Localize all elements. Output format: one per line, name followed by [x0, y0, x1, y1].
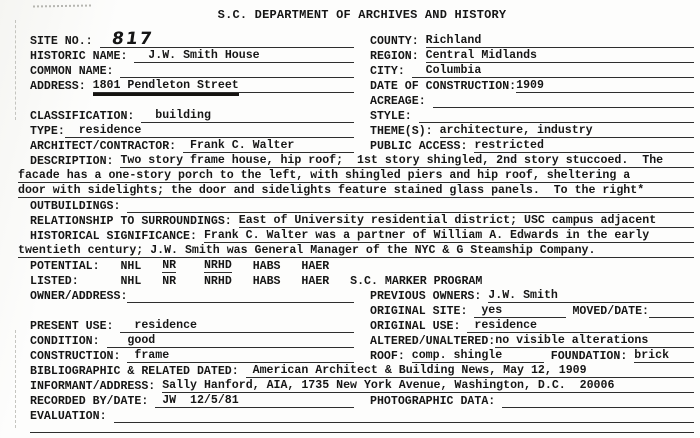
left-column-cell [30, 29, 370, 49]
historic-name-label: HISTORIC NAME: [30, 50, 135, 63]
listed-nrhd: NRHD [203, 275, 232, 288]
evaluation-label: EVALUATION: [30, 410, 114, 423]
listed-label: LISTED: [30, 275, 121, 288]
public-access-label: PUBLIC ACCESS: [370, 140, 475, 153]
present-use-label: PRESENT USE: [30, 320, 121, 333]
city-label: CITY: [370, 65, 412, 78]
row-description-1 [30, 153, 694, 168]
left-column-cell [30, 290, 370, 303]
region-value: Central Midlands [426, 49, 694, 63]
photographic-data-label: PHOTOGRAPHIC DATA: [370, 395, 503, 408]
potential-nrhd: NRHD [203, 259, 232, 272]
column-cell [18, 244, 694, 258]
row-classification-style [30, 108, 694, 123]
left-column-cell [30, 139, 370, 153]
spacer [176, 275, 204, 288]
outbuildings-label: OUTBUILDINGS: [30, 200, 128, 213]
roof-value: comp. shingle [412, 349, 544, 363]
left-column-cell [30, 65, 370, 78]
surroundings-label: RELATIONSHIP TO SURROUNDINGS: [30, 215, 239, 228]
row-surroundings [30, 213, 694, 228]
informant-label: INFORMANT/ADDRESS: [30, 380, 163, 393]
row-acreage [30, 93, 694, 108]
site-no-value [100, 29, 354, 49]
classification-label: CLASSIFICATION: [30, 110, 142, 123]
altered-label: ALTERED/UNALTERED: [370, 335, 496, 348]
row-use [30, 318, 694, 333]
column-cell [370, 49, 694, 63]
left-column-cell [30, 319, 370, 333]
common-name-value [120, 77, 354, 78]
photographic-data-value [502, 407, 694, 408]
left-column-cell [30, 334, 370, 348]
architect-value: Frank C. Walter [183, 139, 354, 153]
public-access-value: restricted [474, 139, 694, 153]
original-site-label: ORIGINAL SITE: [370, 305, 475, 318]
architect-label: ARCHITECT/CONTRACTOR: [30, 140, 184, 153]
classification-value: building [141, 109, 354, 123]
type-label: TYPE: [30, 125, 65, 138]
county-value: Richland [426, 34, 694, 48]
bibliographic-label: BIBLIOGRAPHIC & RELATED DATED: [30, 365, 246, 378]
historic-name-value: J.W. Smith House [134, 49, 354, 63]
original-use-value: residence [467, 319, 694, 333]
recorded-by-label: RECORDED BY/DATE: [30, 395, 156, 408]
type-value: residence [65, 124, 354, 138]
address-value: 1801 Pendleton Street [92, 79, 239, 92]
informant-value: Sally Hanford, AIA, 1735 New York Avenue, Washington, D.C. 20006 [162, 379, 694, 393]
potential-nr: NR [162, 259, 177, 272]
left-edge-fold-marks-bottom [15, 330, 16, 428]
row-description-3 [18, 183, 694, 198]
condition-label: CONDITION: [30, 335, 107, 348]
column-cell [370, 395, 694, 408]
address-line [239, 92, 354, 93]
row-address-date [30, 78, 694, 93]
common-name-label: COMMON NAME: [30, 65, 121, 78]
column-cell [370, 289, 694, 303]
listed-haer: HAER [301, 275, 330, 288]
row-bottom-rule [30, 423, 694, 433]
potential-habs: HABS [252, 260, 281, 273]
row-potential [30, 258, 694, 273]
site-no-label: SITE NO.: [30, 35, 100, 48]
column-cell [370, 304, 694, 318]
altered-value: no visible alterations [495, 334, 694, 348]
surroundings-value: East of University residential district; USC campus adjacent [239, 214, 694, 228]
left-column-cell [30, 79, 370, 93]
row-type-theme [30, 123, 694, 138]
spacer [281, 275, 302, 288]
acreage-value [433, 107, 694, 108]
present-use-value: residence [120, 319, 354, 333]
construction-label: CONSTRUCTION: [30, 350, 128, 363]
description-value-3: door with sidelights; the door and sidelights feature stained glass panels. To the right* [18, 184, 694, 198]
construction-date-value: 1909 [516, 79, 694, 93]
column-cell [18, 169, 694, 183]
address-label: ADDRESS: [30, 80, 93, 93]
column-cell [370, 139, 694, 153]
description-label: DESCRIPTION: [30, 155, 121, 168]
style-value [419, 122, 694, 123]
column-cell [370, 95, 694, 108]
significance-label: HISTORICAL SIGNIFICANCE: [30, 230, 204, 243]
owner-address-value [127, 302, 354, 303]
listed-nr: NR [162, 275, 177, 288]
theme-value: architecture, industry [440, 124, 694, 138]
spacer [141, 260, 162, 273]
foundation-label: FOUNDATION: [543, 350, 635, 363]
listed-nhl: NHL [120, 275, 142, 288]
owner-address-label: OWNER/ADDRESS: [30, 290, 128, 303]
column-cell [30, 214, 694, 228]
theme-label: THEME(S): [370, 125, 440, 138]
left-column-cell [30, 109, 370, 123]
column-cell [370, 334, 694, 348]
column-cell [30, 154, 694, 168]
original-site-value: yes [474, 304, 565, 318]
description-value-2: facade has a one-story porch to the left, with shingled piers and hip roof, sheltering a [18, 169, 694, 183]
previous-owners-value: J.W. Smith [488, 289, 694, 303]
row-name-region [30, 48, 694, 63]
left-column-cell [30, 349, 370, 363]
sc-marker-program-label: S.C. MARKER PROGRAM [350, 275, 483, 288]
row-condition-altered [30, 333, 694, 348]
row-architect-access [30, 138, 694, 153]
row-owner-previous [30, 288, 694, 303]
column-cell [370, 349, 694, 363]
column-cell [30, 364, 694, 378]
row-recorded-photo [30, 393, 694, 408]
left-column-cell [30, 394, 370, 408]
row-common-city [30, 63, 694, 78]
row-listed [30, 273, 694, 288]
bibliographic-value: American Architect & Building News, May 12, 1909 [246, 364, 694, 378]
significance-value-2: twentieth century; J.W. Smith was General Manager of the NYC & G Steamship Company. [18, 244, 694, 258]
row-evaluation [30, 408, 694, 423]
column-cell [30, 259, 694, 273]
column-cell [370, 124, 694, 138]
row-site-county [30, 29, 694, 49]
column-cell [370, 64, 694, 78]
column-cell [370, 34, 694, 48]
row-description-2 [18, 168, 694, 183]
construction-date-label: DATE OF CONSTRUCTION: [370, 80, 517, 93]
column-cell [30, 379, 694, 393]
style-label: STYLE: [370, 110, 419, 123]
roof-label: ROOF: [370, 350, 412, 363]
city-value: Columbia [412, 64, 694, 78]
potential-label: POTENTIAL: [30, 260, 121, 273]
significance-value-1: Frank C. Walter was a partner of William A. Edwards in the early [204, 229, 694, 243]
spacer [141, 275, 162, 288]
acreage-label: ACREAGE: [370, 95, 433, 108]
row-informant [30, 378, 694, 393]
evaluation-value [114, 422, 695, 423]
potential-nhl: NHL [120, 260, 142, 273]
column-cell [30, 275, 694, 288]
potential-haer: HAER [301, 260, 330, 273]
row-significance-2 [18, 243, 694, 258]
row-construction-roof [30, 348, 694, 363]
column-cell [30, 229, 694, 243]
left-column-cell [30, 124, 370, 138]
moved-date-value [649, 317, 694, 318]
spacer [176, 260, 204, 273]
form-title: S.C. DEPARTMENT OF ARCHIVES AND HISTORY [217, 8, 507, 22]
spacer [232, 275, 253, 288]
recorded-by-value: JW 12/5/81 [155, 394, 354, 408]
bottom-rule-line [30, 432, 694, 433]
region-label: REGION: [370, 50, 426, 63]
form-lines [18, 29, 694, 433]
handwritten-site-number: 817 [110, 29, 155, 49]
previous-owners-label: PREVIOUS OWNERS: [370, 290, 489, 303]
row-bibliographic [30, 363, 694, 378]
left-edge-fold-marks-top [15, 20, 16, 120]
moved-date-label: MOVED/DATE: [565, 305, 649, 318]
row-original-site [30, 303, 694, 318]
foundation-value: brick [634, 349, 694, 363]
listed-habs: HABS [252, 275, 281, 288]
original-use-label: ORIGINAL USE: [370, 320, 468, 333]
condition-value: good [107, 334, 354, 348]
spacer [281, 260, 302, 273]
column-cell [30, 432, 694, 433]
left-column-cell [30, 49, 370, 63]
outbuildings-value [127, 212, 694, 213]
column-cell [370, 319, 694, 333]
spacer [232, 260, 253, 273]
column-cell [30, 200, 694, 213]
row-significance-1 [30, 228, 694, 243]
spacer [329, 275, 350, 288]
column-cell [30, 410, 694, 423]
description-value-1: Two story frame house, hip roof; 1st story shingled, 2nd story stuccoed. The [120, 154, 694, 168]
column-cell [370, 110, 694, 123]
column-cell [370, 79, 694, 93]
column-cell [18, 184, 694, 198]
row-outbuildings [30, 198, 694, 213]
construction-value: frame [127, 349, 354, 363]
county-label: COUNTY: [370, 35, 426, 48]
